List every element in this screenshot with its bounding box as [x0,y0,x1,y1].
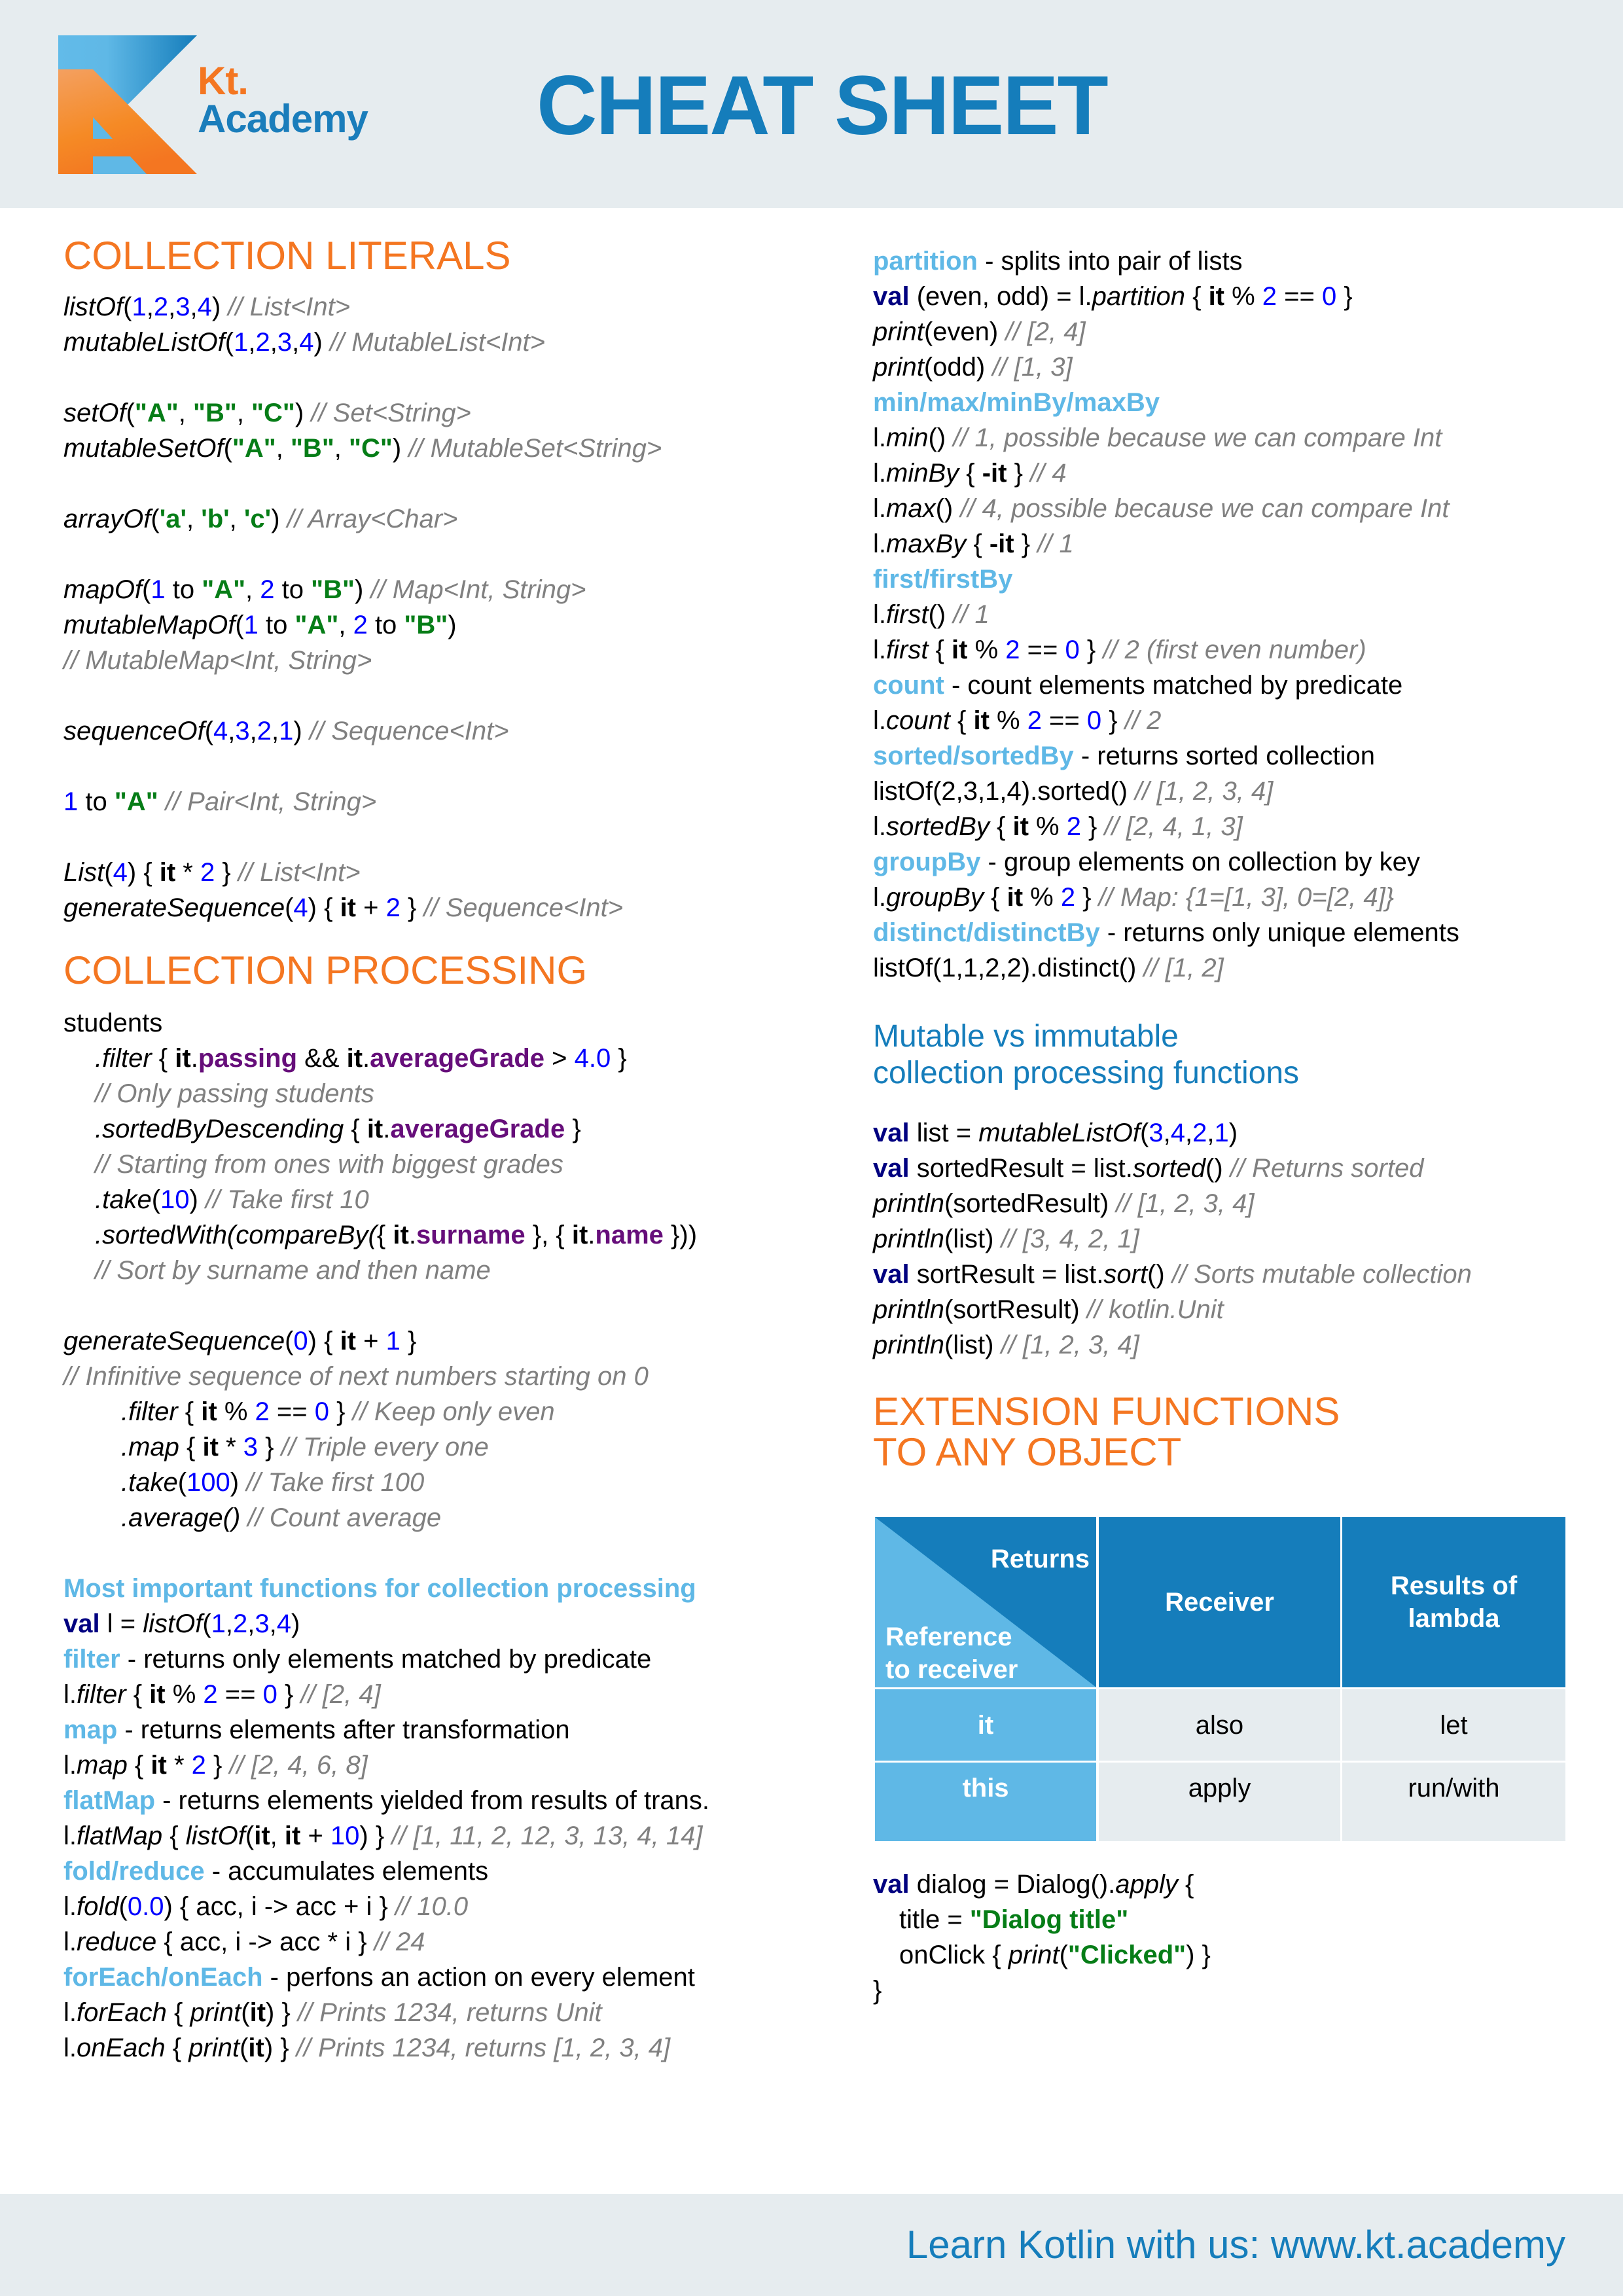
code-line-groupby: l.groupBy { it % 2 } // Map: {1=[1, 3], 0=[2, 4]} [873,883,1395,912]
code-line-listof: listOf(1,2,3,4) // List<Int> [63,293,351,321]
code-line-seq-filter: .filter { it % 2 == 0 } // Keep only even [121,1397,555,1426]
function-desc-groupby: groupBy - group elements on collection by key [873,848,1420,876]
code-line-sortedby: l.sortedBy { it % 2 } // [2, 4, 1, 3] [873,812,1243,841]
code-line-filter: l.filter { it % 2 == 0 } // [2, 4] [63,1680,381,1709]
code-line-take: .take(10) // Take first 10 [95,1185,369,1214]
brand-academy: Academy [198,97,368,141]
code-line-map: l.map { it * 2 } // [2, 4, 6, 8] [63,1751,368,1780]
function-desc-fold-reduce: fold/reduce - accumulates elements [63,1857,489,1886]
brand-name [198,59,368,141]
table-cell-apply: apply [1099,1763,1340,1841]
code-line-students: students [63,1009,163,1037]
code-line-val-dialog: val dialog = Dialog().apply { [873,1870,1194,1899]
code-line-print-odd: print(odd) // [1, 3] [873,353,1073,382]
code-line-sortedbydescending: .sortedByDescending { it.averageGrade } [95,1115,581,1143]
code-line-list-constructor: List(4) { it * 2 } // List<Int> [63,858,361,887]
function-desc-first: first/firstBy [873,565,1013,594]
code-line-generatesequence-0: generateSequence(0) { it + 1 } [63,1327,417,1355]
code-comment: // List<Int> [228,293,351,321]
code-line-mutablemapof: mutableMapOf(1 to "A", 2 to "B") [63,611,457,639]
code-line-mapof: mapOf(1 to "A", 2 to "B") // Map<Int, String> [63,575,586,604]
right-column [873,243,1580,1473]
code-comment: // MutableSet<String> [408,434,662,463]
code-line-println-list-2: println(list) // [1, 2, 3, 4] [873,1331,1139,1359]
code-line-sorted: listOf(2,3,1,4).sorted() // [1, 2, 3, 4] [873,777,1274,806]
code-line-close-brace: } [873,1976,882,2005]
code-line-distinct: listOf(1,1,2,2).distinct() // [1, 2] [873,954,1224,982]
function-desc-map: map - returns elements after transformation [63,1715,570,1744]
footer-link[interactable]: Learn Kotlin with us: www.kt.academy [906,2223,1565,2267]
code-comment: // Sequence<Int> [309,717,509,745]
code-line-fold: l.fold(0.0) { acc, i -> acc + i } // 10.0 [63,1892,469,1921]
section-heading-collection-processing: COLLECTION PROCESSING [63,948,588,992]
code-comment-line: // Only passing students [95,1079,374,1108]
code-line-arrayof: arrayOf('a', 'b', 'c') // Array<Char> [63,505,458,533]
scope-functions-table [875,1517,1565,1841]
code-comment: // Map<Int, String> [370,575,586,604]
code-line-seq-map: .map { it * 3 } // Triple every one [121,1433,489,1462]
code-line-title: title = "Dialog title" [899,1905,1129,1934]
code-line-maxby: l.maxBy { -it } // 1 [873,529,1074,558]
code-line-generatesequence: generateSequence(4) { it + 2 } // Sequence<Int> [63,893,624,922]
code-line-partition: val (even, odd) = l.partition { it % 2 == 0 } [873,282,1353,311]
page-title: CHEAT SHEET [537,59,1107,152]
code-line-mutablesetof: mutableSetOf("A", "B", "C") // MutableSet<String> [63,434,662,463]
table-cell-let: let [1342,1689,1565,1761]
code-line-seq-average: .average() // Count average [121,1503,442,1532]
code-line-first: l.first() // 1 [873,600,990,629]
code-comment: // Set<String> [311,399,471,427]
kt-academy-logo-icon [58,35,197,174]
code-comment: // Array<Char> [287,505,458,533]
brand-kt: Kt. [198,59,248,103]
code-line-oneach: l.onEach { print(it) } // Prints 1234, returns [1, 2, 3, 4] [63,2034,671,2062]
code-line-println-sortedresult: println(sortedResult) // [1, 2, 3, 4] [873,1189,1255,1218]
table-corner-cell [875,1517,1096,1687]
code-comment: // Sequence<Int> [423,893,624,922]
code-comment-line: // Sort by surname and then name [95,1256,491,1285]
corner-returns-label: Returns [990,1545,1090,1573]
code-comment: // MutableList<Int> [329,328,546,357]
function-desc-flatmap: flatMap - returns elements yielded from results of trans. [63,1786,709,1815]
code-line-seq-take: .take(100) // Take first 100 [121,1468,425,1497]
section-heading-extension-line1: EXTENSION FUNCTIONS [873,1390,1340,1433]
table-cell-also: also [1099,1689,1340,1761]
code-line-print-even: print(even) // [2, 4] [873,317,1086,346]
code-line-max: l.max() // 4, possible because we can compare Int [873,494,1450,523]
apply-example [873,1867,1580,2008]
footer-band [0,2194,1623,2296]
table-row-header-it: it [875,1689,1096,1761]
section-heading-extension-line2: TO ANY OBJECT [873,1430,1182,1474]
code-line-onclick: onClick { print("Clicked") } [899,1941,1211,1969]
code-line-mutablelistof: mutableListOf(1,2,3,4) // MutableList<Int> [63,328,546,357]
code-line-filter-passing: .filter { it.passing && it.averageGrade > 4.0 } [95,1044,627,1073]
function-desc-count: count - count elements matched by predicate [873,671,1403,700]
table-row-header-this: this [875,1763,1096,1841]
code-line-mutablemapof-comment [63,643,836,678]
table-cell-run-with: run/with [1342,1763,1565,1841]
function-desc-filter: filter - returns only elements matched by predicate [63,1645,652,1674]
code-line-setof: setOf("A", "B", "C") // Set<String> [63,399,471,427]
corner-reference-label: Reference to receiver [885,1623,1018,1684]
left-column [63,236,836,2066]
code-line-sequenceof: sequenceOf(4,3,2,1) // Sequence<Int> [63,717,509,745]
code-line-println-sortresult: println(sortResult) // kotlin.Unit [873,1295,1224,1324]
code-comment: // List<Int> [238,858,361,887]
section-heading-collection-literals: COLLECTION LITERALS [63,234,511,278]
code-comment: // MutableMap<Int, String> [63,646,372,675]
code-comment: // Pair<Int, String> [165,787,377,816]
code-comment-line: // Starting from ones with biggest grades [95,1150,563,1179]
table-header-receiver: Receiver [1099,1517,1340,1687]
function-desc-distinct: distinct/distinctBy - returns only unique elements [873,918,1459,947]
section-heading-mutable-line1: Mutable vs immutable [873,1019,1179,1054]
code-line-val-l: val l = listOf(1,2,3,4) [63,1609,300,1638]
code-line-min: l.min() // 1, possible because we can compare Int [873,423,1442,452]
code-comment-line: // Infinitive sequence of next numbers starting on 0 [63,1362,649,1391]
code-line-sortresult: val sortResult = list.sort() // Sorts mutable collection [873,1260,1472,1289]
function-desc-foreach-oneach: forEach/onEach - perfons an action on every element [63,1963,695,1992]
code-line-println-list: println(list) // [3, 4, 2, 1] [873,1225,1139,1253]
code-line-count: l.count { it % 2 == 0 } // 2 [873,706,1162,735]
code-line-minby: l.minBy { -it } // 4 [873,459,1067,488]
function-desc-minmax: min/max/minBy/maxBy [873,388,1160,417]
code-line-reduce: l.reduce { acc, i -> acc * i } // 24 [63,1928,425,1956]
function-desc-sorted: sorted/sortedBy - returns sorted collection [873,742,1375,770]
code-line-flatmap: l.flatMap { listOf(it, it + 10) } // [1, 11, 2, 12, 3, 13, 4, 14] [63,1821,703,1850]
code-line-foreach: l.forEach { print(it) } // Prints 1234, returns Unit [63,1998,602,2027]
code-line-first-predicate: l.first { it % 2 == 0 } // 2 (first even number) [873,636,1366,664]
code-line-sortedresult: val sortedResult = list.sorted() // Returns sorted [873,1154,1424,1183]
code-line-val-list: val list = mutableListOf(3,4,2,1) [873,1119,1238,1147]
code-line-sortedwith: .sortedWith(compareBy({ it.surname }, { it.name })) [95,1221,698,1249]
section-heading-mutable-line2: collection processing functions [873,1056,1300,1090]
header-band [0,0,1623,208]
function-desc-partition: partition - splits into pair of lists [873,247,1243,276]
code-line-pair: 1 to "A" // Pair<Int, String> [63,787,377,816]
subheading-important-functions: Most important functions for collection processing [63,1574,696,1603]
table-header-results-of-lambda: Results of lambda [1342,1517,1565,1687]
